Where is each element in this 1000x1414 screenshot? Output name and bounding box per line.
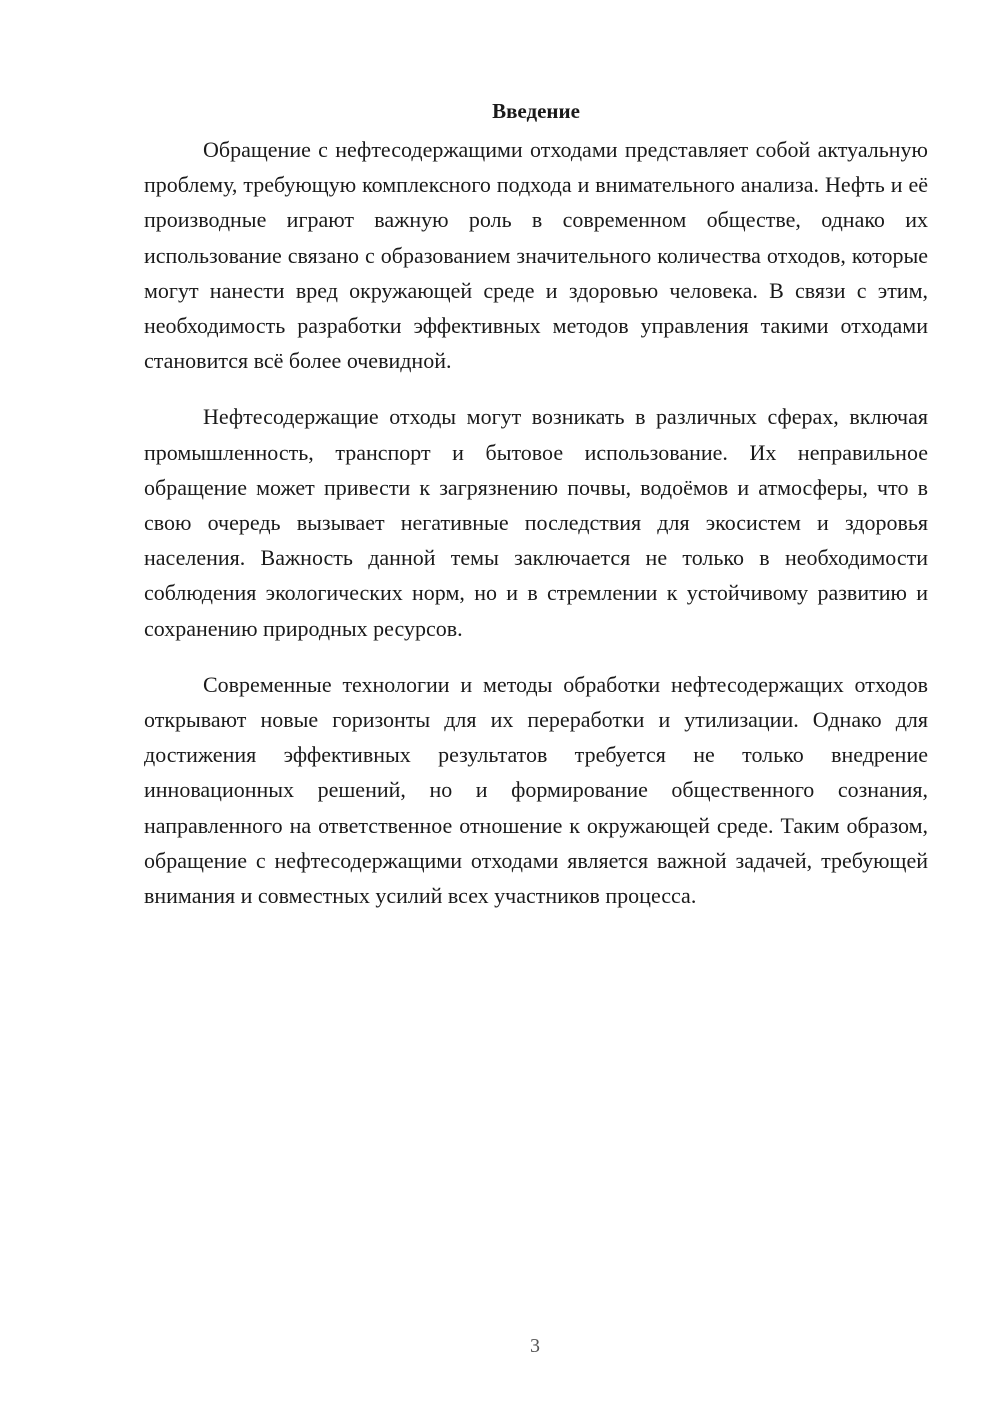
page-number: 3 [530, 1335, 540, 1357]
paragraph-2: Нефтесодержащие отходы могут возникать в различных сферах, включая промышленность, транспорт и бытовое использование. Их неправильное обращение может привести к загрязнению почвы, водоёмов и атмосферы, что в свою очередь вызывает негативные последствия для экосистем и здоровья населения. Важность данной темы заключается не только в необходимости соблюдения экологических норм, но и в стремлении к устойчивому развитию и сохранению природных ресурсов. [144, 404, 928, 641]
paragraph-1: Обращение с нефтесодержащими отходами представляет собой актуальную проблему, требующую комплексного подхода и внимательного анализа. Нефть и её производные играют важную роль в современном обществе, однако их использование связано с образованием значительного количества отходов, которые могут нанести вред окружающей среде и здоровью человека. В связи с этим, необходимость разработки эффективных методов управления такими отходами становится всё более очевидной. [144, 137, 928, 374]
paragraph-3: Современные технологии и методы обработки нефтесодержащих отходов открывают новые горизонты для их переработки и утилизации. Однако для достижения эффективных результатов требуется не только внедрение инновационных решений, но и формирование общественного сознания, направленного на ответственное отношение к окружающей среде. Таким образом, обращение с нефтесодержащими отходами является важной задачей, требующей внимания и совместных усилий всех участников процесса. [144, 671, 928, 909]
section-title: Введение [492, 99, 580, 123]
page-content [144, 96, 928, 934]
